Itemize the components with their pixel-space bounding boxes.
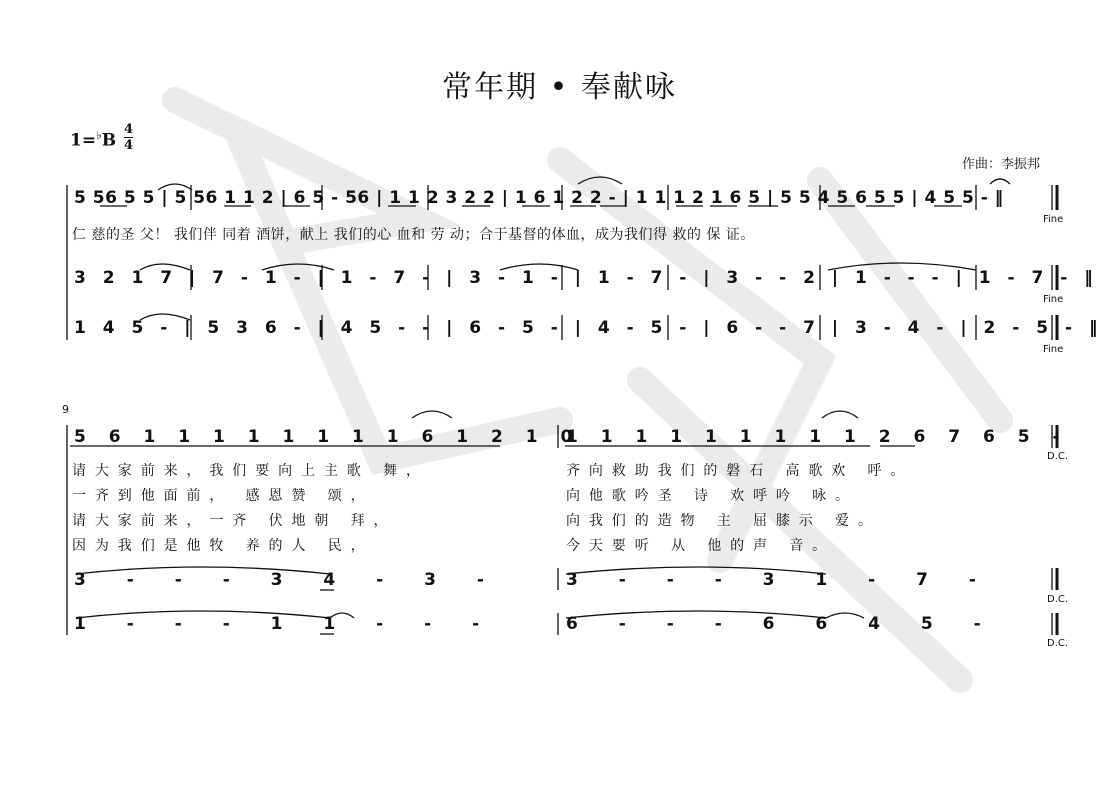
fine-mark-alto: Fine xyxy=(1043,294,1064,305)
measure-number: 9 xyxy=(62,403,69,416)
system1-melody: 5 56 5 5 | 5 56 1 1 2 | 6 5 - 56 | 1 1 2 3 2 2 | 1 6 1 2 2 - | 1 1 1 2 1 6 5 | 5 5 4 5 6 5 5 | 4 5 5 - ‖ xyxy=(74,188,1004,208)
fine-mark-bass: Fine xyxy=(1043,344,1064,355)
dc-mark-alto: D.C. xyxy=(1047,594,1069,605)
verse1-a: 请大家前来，我们要向上主歌 舞， xyxy=(72,463,429,479)
verse1-b: 齐向救助我们的磐石 高歌欢 呼。 xyxy=(566,463,914,479)
system2-alto-a: 3 - - - 3 4 - 3 - xyxy=(74,570,485,590)
system2-melody-a: 5 6 1 1 1 1 1 1 1 1 6 1 2 1 0 xyxy=(74,427,573,447)
key-prefix: 1= xyxy=(70,130,97,151)
system2-bass-b: 6 - - - 6 6 4 5 - xyxy=(566,614,982,634)
fine-mark-melody: Fine xyxy=(1043,214,1064,225)
dc-mark-melody: D.C. xyxy=(1047,451,1069,462)
verse4-a: 因为我们是他牧 养的人 民， xyxy=(72,538,374,554)
verse3-a: 请大家前来，一齐 伏地朝 拜， xyxy=(72,513,397,529)
verse2-b: 向他歌吟圣 诗 欢呼吟 咏。 xyxy=(566,488,858,504)
system1-alto: 3 2 1 7 | 7 - 1 - | 1 - 7 - | 3 - 1 - | 1 - 7 - | 3 - - 2 | 1 - - - | 1 - 7 - ‖ xyxy=(74,268,1094,288)
time-bottom: 4 xyxy=(124,138,134,153)
verse2-a: 一齐到他面前， 感恩赞 颂， xyxy=(72,488,374,504)
verse3-b: 向我们的造物 主 屈膝示 爱。 xyxy=(566,513,881,529)
time-top: 4 xyxy=(124,122,134,137)
dc-mark-bass: D.C. xyxy=(1047,638,1069,649)
song-title: 常年期 • 奉献咏 xyxy=(442,70,677,105)
system2-bass-a: 1 - - - 1 1 - - - xyxy=(74,614,480,634)
system2-alto-b: 3 - - - 3 1 - 7 - xyxy=(566,570,977,590)
system2-melody-b: 1 1 1 1 1 1 1 1 1 2 6 7 6 5 - xyxy=(566,427,1061,447)
composer-credit: 作曲：李振邦 xyxy=(962,157,1041,172)
verse4-b: 今天要听 从 他的声 音。 xyxy=(566,538,836,554)
key-note: B xyxy=(101,130,117,151)
flat-symbol: ♭ xyxy=(96,128,102,142)
system1-bass: 1 4 5 - | 5 3 6 - | 4 5 - - | 6 - 5 - | 4 - 5 - | 6 - - 7 | 3 - 4 - | 2 - 5 - ‖ xyxy=(74,318,1098,338)
system1-lyrics: 仁 慈的圣 父！ 我们伴 同着 酒饼，献上 我们的心 血和 劳 动；合于基督的体血，成为我们得 救的 保 证。 xyxy=(72,227,755,243)
